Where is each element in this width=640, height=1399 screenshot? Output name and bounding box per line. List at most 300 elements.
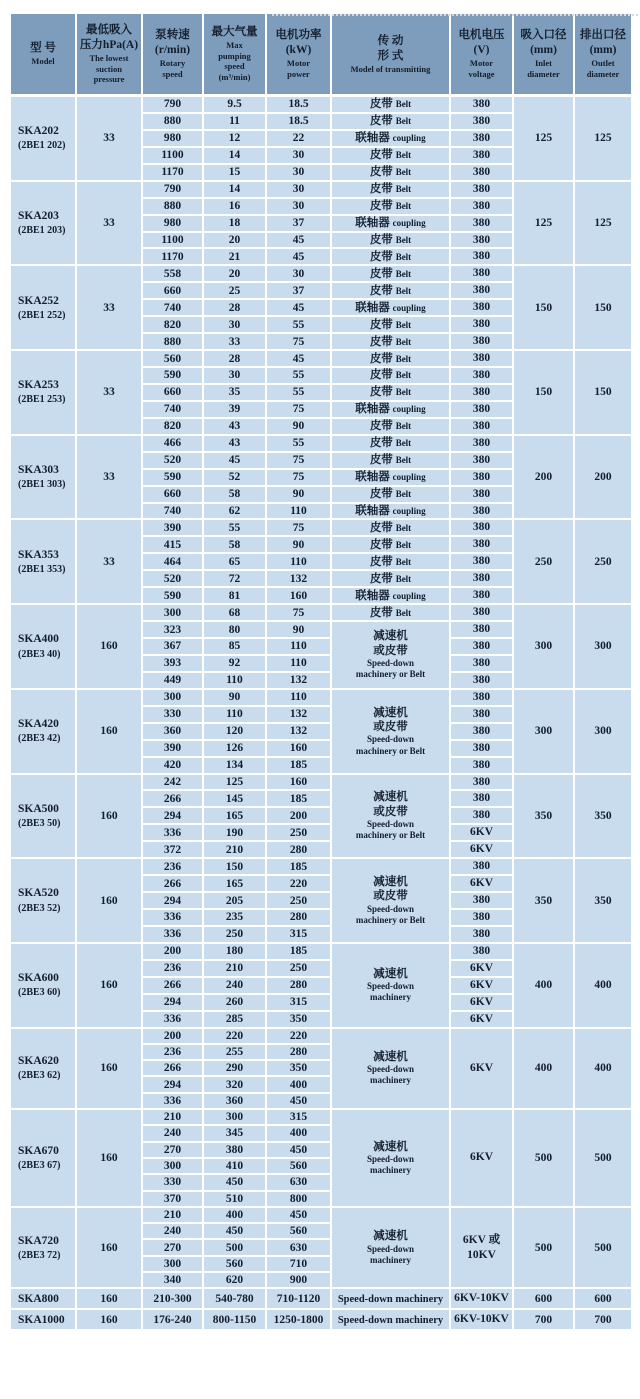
speed-cell: 336: [142, 1011, 203, 1028]
power-cell: 30: [266, 198, 331, 215]
power-cell: 110: [266, 503, 331, 520]
flow-cell: 80: [203, 621, 266, 638]
transmission-cell: [331, 1288, 450, 1309]
speed-cell: 294: [142, 892, 203, 909]
voltage-text: 6KV: [470, 1012, 493, 1025]
flow-cell: 210: [203, 841, 266, 858]
table-row: [10, 1028, 632, 1044]
flow-cell: 25: [203, 282, 266, 299]
transmission-en-text: machinery or Belt: [355, 914, 426, 925]
speed-cell: 240: [142, 1223, 203, 1239]
header-zh-text: 排出口径: [580, 29, 626, 42]
transmission-en-text: Belt: [395, 489, 412, 499]
model-name: SKA253: [18, 379, 59, 392]
transmission-en-text: Belt: [395, 319, 412, 330]
transmission-cell: [331, 858, 450, 943]
flow-cell: 39: [203, 401, 266, 418]
pressure-cell: 160: [76, 1109, 142, 1207]
voltage-text: 6KV-10KV: [454, 1292, 509, 1305]
flow-cell: 20: [203, 232, 266, 249]
transmission-cell: [331, 248, 450, 265]
transmission-cell: [331, 587, 450, 604]
power-cell: 45: [266, 299, 331, 316]
voltage-cell: [450, 1109, 513, 1207]
voltage-text: 380: [472, 233, 491, 246]
transmission-zh-text: 皮带: [369, 267, 396, 280]
outlet-cell: 400: [574, 1028, 632, 1109]
transmission-zh-text: 或皮带: [373, 890, 408, 903]
voltage-cell: [450, 198, 513, 215]
voltage-cell: [450, 994, 513, 1011]
voltage-text: 380: [472, 284, 491, 297]
flow-cell: 450: [203, 1223, 266, 1239]
model-sub-name: (2BE1 202): [18, 140, 66, 152]
speed-cell: 560: [142, 350, 203, 367]
speed-cell: 266: [142, 977, 203, 994]
transmission-en-text: machinery: [370, 992, 411, 1003]
power-cell: 450: [266, 1142, 331, 1158]
transmission-zh-text: 皮带: [369, 318, 396, 331]
header-zh-text: 泵转速: [155, 29, 190, 42]
model-name: SKA303: [18, 464, 59, 477]
header-en-text: Outlet: [591, 58, 615, 69]
model-sub-name: (2BE1 253): [18, 394, 66, 406]
transmission-zh-text: 皮带: [369, 149, 396, 162]
voltage-cell: [450, 774, 513, 791]
pressure-cell: 33: [76, 181, 142, 266]
inlet-cell: 300: [513, 689, 574, 774]
inlet-cell: 500: [513, 1109, 574, 1207]
voltage-cell: [450, 757, 513, 774]
table-row: [10, 181, 632, 198]
voltage-cell: [450, 367, 513, 384]
transmission-en-text: machinery or Belt: [355, 669, 426, 680]
flow-cell: 290: [203, 1060, 266, 1076]
outlet-cell: 500: [574, 1207, 632, 1288]
transmission-en-text: machinery or Belt: [355, 830, 426, 841]
voltage-cell: [450, 1028, 513, 1109]
flow-cell: 150: [203, 858, 266, 875]
voltage-text: 380: [472, 98, 491, 110]
voltage-text: 380: [472, 470, 491, 483]
flow-cell: 14: [203, 181, 266, 198]
speed-cell: 820: [142, 316, 203, 333]
transmission-cell: [331, 130, 450, 147]
voltage-text: 380: [472, 673, 491, 686]
power-cell: 132: [266, 672, 331, 689]
transmission-en-text: Belt: [395, 556, 412, 567]
model-cell: [10, 774, 76, 859]
voltage-text: 380: [472, 487, 491, 500]
header-row: [10, 13, 632, 96]
voltage-cell: [450, 536, 513, 553]
flow-cell: 33: [203, 333, 266, 350]
transmission-en-text: Belt: [395, 455, 412, 466]
transmission-en-text: coupling: [392, 218, 426, 228]
power-cell: 132: [266, 706, 331, 723]
speed-cell: 880: [142, 333, 203, 350]
transmission-en-text: coupling: [392, 505, 426, 516]
transmission-zh-text: 减速机: [373, 706, 408, 719]
pressure-cell: 33: [76, 350, 142, 435]
speed-cell: 466: [142, 435, 203, 452]
model-cell: [10, 181, 76, 266]
voltage-text: 380: [472, 758, 491, 771]
power-cell: 560: [266, 1158, 331, 1174]
power-cell: 630: [266, 1239, 331, 1255]
power-cell: 220: [266, 1028, 331, 1044]
voltage-cell: [450, 621, 513, 638]
power-cell: 37: [266, 282, 331, 299]
table-row: [10, 858, 632, 875]
speed-cell: 980: [142, 215, 203, 232]
voltage-text: 380: [472, 114, 491, 127]
speed-cell: 294: [142, 1076, 203, 1092]
transmission-en-text: Belt: [395, 522, 412, 533]
transmission-zh-text: 皮带: [369, 250, 396, 263]
transmission-cell: [331, 350, 450, 367]
transmission-en-text: Speed-down: [366, 981, 414, 992]
voltage-cell: [450, 350, 513, 367]
power-cell: 250: [266, 960, 331, 977]
flow-cell: 81: [203, 587, 266, 604]
flow-cell: 110: [203, 706, 266, 723]
inlet-cell: 350: [513, 858, 574, 943]
model-name: SKA800: [18, 1292, 59, 1305]
transmission-zh-text: 皮带: [369, 572, 396, 585]
transmission-cell: [331, 384, 450, 401]
flow-cell: 90: [203, 689, 266, 706]
model-cell: [10, 858, 76, 943]
header-flow: [203, 13, 266, 96]
transmission-en-text: machinery or Belt: [355, 745, 426, 756]
header-zh-text: 压力hPa(A): [79, 39, 139, 52]
power-cell: 160: [266, 774, 331, 791]
model-cell: [10, 265, 76, 350]
power-cell: 250: [266, 824, 331, 841]
flow-cell: 360: [203, 1093, 266, 1109]
speed-cell: 1170: [142, 164, 203, 181]
speed-cell: 200: [142, 943, 203, 960]
power-cell: 400: [266, 1125, 331, 1141]
flow-cell: 510: [203, 1191, 266, 1207]
flow-cell: 345: [203, 1125, 266, 1141]
speed-cell: 176-240: [142, 1309, 203, 1330]
flow-cell: 62: [203, 503, 266, 520]
flow-cell: 800-1150: [203, 1309, 266, 1330]
pressure-cell: 160: [76, 943, 142, 1028]
transmission-en-text: Speed-down: [366, 658, 414, 669]
pressure-cell: 160: [76, 1028, 142, 1109]
speed-cell: 336: [142, 909, 203, 926]
header-en-text: The lowest: [89, 53, 129, 63]
model-cell: [10, 96, 76, 181]
speed-cell: 336: [142, 926, 203, 943]
transmission-cell: [331, 435, 450, 452]
model-cell: [10, 435, 76, 520]
power-cell: 450: [266, 1207, 331, 1223]
transmission-en-text: Belt: [395, 150, 412, 161]
outlet-cell: 700: [574, 1309, 632, 1330]
speed-cell: 270: [142, 1239, 203, 1255]
speed-cell: 294: [142, 994, 203, 1011]
power-cell: 280: [266, 1044, 331, 1060]
flow-cell: 380: [203, 1142, 266, 1158]
speed-cell: 370: [142, 1191, 203, 1207]
voltage-cell: [450, 740, 513, 757]
voltage-text: 380: [472, 707, 491, 720]
header-en-text: diameter: [527, 68, 560, 79]
transmission-zh-text: 皮带: [369, 335, 396, 348]
transmission-zh-text: 减速机: [373, 630, 408, 643]
voltage-text: 6KV: [470, 961, 493, 974]
speed-cell: 372: [142, 841, 203, 858]
voltage-text: 380: [472, 335, 491, 348]
voltage-cell: [450, 943, 513, 960]
power-cell: 75: [266, 401, 331, 418]
speed-cell: 393: [142, 655, 203, 672]
inlet-cell: 300: [513, 604, 574, 689]
transmission-en-text: Belt: [395, 438, 412, 449]
transmission-cell: [331, 147, 450, 164]
power-cell: 710-1120: [266, 1288, 331, 1309]
voltage-text: 380: [472, 606, 491, 619]
spec-table-body: [10, 96, 632, 1331]
speed-cell: 790: [142, 96, 203, 113]
model-sub-name: (2BE3 72): [18, 1249, 61, 1261]
voltage-text: 6KV: [470, 1151, 493, 1164]
flow-cell: 20: [203, 265, 266, 282]
flow-cell: 15: [203, 164, 266, 181]
model-name: SKA202: [18, 125, 59, 138]
transmission-cell: [331, 621, 450, 689]
speed-cell: 240: [142, 1125, 203, 1141]
voltage-cell: [450, 570, 513, 587]
transmission-en-text: Belt: [395, 421, 412, 432]
transmission-zh-text: 联轴器: [355, 132, 393, 145]
flow-cell: 255: [203, 1044, 266, 1060]
transmission-en-text: Belt: [395, 234, 412, 245]
table-row: [10, 943, 632, 960]
voltage-cell: [450, 435, 513, 452]
model-name: SKA203: [18, 209, 59, 222]
voltage-cell: [450, 265, 513, 282]
power-cell: 350: [266, 1011, 331, 1028]
transmission-zh-text: 皮带: [369, 555, 396, 568]
transmission-en-text: machinery: [370, 1165, 411, 1176]
outlet-cell: 300: [574, 604, 632, 689]
flow-cell: 12: [203, 130, 266, 147]
speed-cell: 210: [142, 1207, 203, 1223]
header-zh-text: 电机功率: [275, 29, 322, 42]
voltage-text: 380: [472, 250, 491, 263]
flow-cell: 210: [203, 960, 266, 977]
speed-cell: 740: [142, 401, 203, 418]
power-cell: 110: [266, 638, 331, 655]
header-en-text: Rotary: [159, 58, 186, 69]
table-row: [10, 519, 632, 536]
transmission-en-text: Belt: [395, 285, 412, 296]
power-cell: 30: [266, 181, 331, 198]
table-row: [10, 1109, 632, 1125]
transmission-en-text: coupling: [392, 472, 426, 483]
power-cell: 90: [266, 621, 331, 638]
power-cell: 900: [266, 1272, 331, 1288]
outlet-cell: 350: [574, 858, 632, 943]
speed-cell: 790: [142, 181, 203, 198]
header-zh-text: 最大气量: [211, 26, 258, 39]
voltage-cell: [450, 824, 513, 841]
voltage-cell: [450, 553, 513, 570]
voltage-cell: [450, 723, 513, 740]
transmission-cell: [331, 689, 450, 774]
model-cell: [10, 519, 76, 604]
transmission-cell: [331, 469, 450, 486]
power-cell: 1250-1800: [266, 1309, 331, 1330]
model-sub-name: (2BE3 50): [18, 817, 61, 829]
power-cell: 18.5: [266, 96, 331, 113]
power-cell: 55: [266, 316, 331, 333]
voltage-cell: [450, 181, 513, 198]
pressure-cell: 160: [76, 604, 142, 689]
table-row: [10, 1288, 632, 1309]
transmission-zh-text: 联轴器: [355, 301, 393, 314]
flow-cell: 410: [203, 1158, 266, 1174]
speed-cell: 390: [142, 519, 203, 536]
speed-cell: 266: [142, 790, 203, 807]
voltage-cell: [450, 215, 513, 232]
power-cell: 400: [266, 1076, 331, 1092]
power-cell: 280: [266, 909, 331, 926]
transmission-zh-text: 减速机: [373, 875, 408, 888]
speed-cell: 660: [142, 282, 203, 299]
voltage-text: 380: [472, 944, 491, 957]
table-row: [10, 774, 632, 791]
power-cell: 710: [266, 1256, 331, 1272]
model-sub-name: (2BE3 67): [18, 1159, 61, 1171]
header-trans: [331, 13, 450, 96]
inlet-cell: 400: [513, 1028, 574, 1109]
speed-cell: 266: [142, 875, 203, 892]
voltage-cell: [450, 452, 513, 469]
header-en-text: suction: [96, 63, 122, 74]
voltage-cell: [450, 655, 513, 672]
voltage-text: 380: [472, 419, 491, 432]
model-name: SKA520: [18, 887, 59, 900]
voltage-cell: [450, 333, 513, 350]
voltage-text: 380: [472, 572, 491, 585]
power-cell: 220: [266, 875, 331, 892]
flow-cell: 35: [203, 384, 266, 401]
voltage-text: 380: [472, 453, 491, 466]
inlet-cell: 600: [513, 1288, 574, 1309]
inlet-cell: 500: [513, 1207, 574, 1288]
header-zh-text: (kW): [285, 44, 312, 57]
flow-cell: 45: [203, 452, 266, 469]
transmission-zh-text: 减速机: [373, 791, 408, 804]
pressure-cell: 160: [76, 774, 142, 859]
power-cell: 18.5: [266, 113, 331, 130]
flow-cell: 235: [203, 909, 266, 926]
flow-cell: 180: [203, 943, 266, 960]
flow-cell: 285: [203, 1011, 266, 1028]
voltage-text: 380: [472, 131, 491, 144]
transmission-zh-text: 皮带: [369, 369, 396, 382]
power-cell: 30: [266, 164, 331, 181]
voltage-cell: [450, 316, 513, 333]
power-cell: 55: [266, 384, 331, 401]
voltage-cell: [450, 384, 513, 401]
power-cell: 90: [266, 536, 331, 553]
flow-cell: 58: [203, 486, 266, 503]
transmission-en-text: Belt: [395, 336, 412, 347]
flow-cell: 72: [203, 570, 266, 587]
model-name: SKA420: [18, 718, 59, 731]
transmission-cell: [331, 452, 450, 469]
speed-cell: 300: [142, 689, 203, 706]
speed-cell: 300: [142, 1158, 203, 1174]
model-sub-name: (2BE1 203): [18, 225, 66, 237]
flow-cell: 450: [203, 1174, 266, 1190]
speed-cell: 740: [142, 503, 203, 520]
flow-cell: 260: [203, 994, 266, 1011]
flow-cell: 320: [203, 1076, 266, 1092]
power-cell: 55: [266, 435, 331, 452]
transmission-cell: [331, 536, 450, 553]
transmission-zh-text: 皮带: [369, 521, 396, 534]
transmission-en-text: Speed-down machinery: [337, 1314, 444, 1326]
voltage-cell: [450, 1288, 513, 1309]
flow-cell: 220: [203, 1028, 266, 1044]
speed-cell: 390: [142, 740, 203, 757]
transmission-zh-text: 减速机: [373, 1050, 408, 1063]
power-cell: 37: [266, 215, 331, 232]
voltage-text: 380: [472, 623, 491, 636]
voltage-text: 380: [472, 402, 491, 415]
voltage-text: 380: [472, 894, 491, 907]
transmission-zh-text: 联轴器: [355, 471, 393, 484]
flow-cell: 190: [203, 824, 266, 841]
transmission-en-text: Speed-down: [366, 734, 414, 745]
power-cell: 90: [266, 486, 331, 503]
transmission-cell: [331, 96, 450, 113]
flow-cell: 85: [203, 638, 266, 655]
transmission-en-text: coupling: [392, 302, 426, 313]
transmission-zh-text: 或皮带: [373, 805, 408, 818]
header-en-text: Inlet: [535, 58, 552, 69]
voltage-text: 380: [472, 165, 491, 178]
header-zh-text: 最低吸入: [86, 24, 132, 37]
header-inlet: [513, 13, 574, 96]
flow-cell: 165: [203, 807, 266, 824]
inlet-cell: 350: [513, 774, 574, 859]
header-zh-text: (mm): [589, 44, 617, 57]
flow-cell: 16: [203, 198, 266, 215]
header-pressure: [76, 13, 142, 96]
voltage-cell: [450, 689, 513, 706]
transmission-zh-text: 或皮带: [373, 720, 408, 733]
transmission-zh-text: 或皮带: [373, 644, 408, 657]
power-cell: 75: [266, 333, 331, 350]
transmission-en-text: Speed-down: [366, 1243, 414, 1254]
transmission-en-text: Belt: [395, 184, 412, 195]
transmission-cell: [331, 604, 450, 621]
pressure-cell: 33: [76, 96, 142, 181]
model-cell: [10, 604, 76, 689]
speed-cell: 294: [142, 807, 203, 824]
flow-cell: 120: [203, 723, 266, 740]
voltage-text: 380: [472, 521, 491, 534]
